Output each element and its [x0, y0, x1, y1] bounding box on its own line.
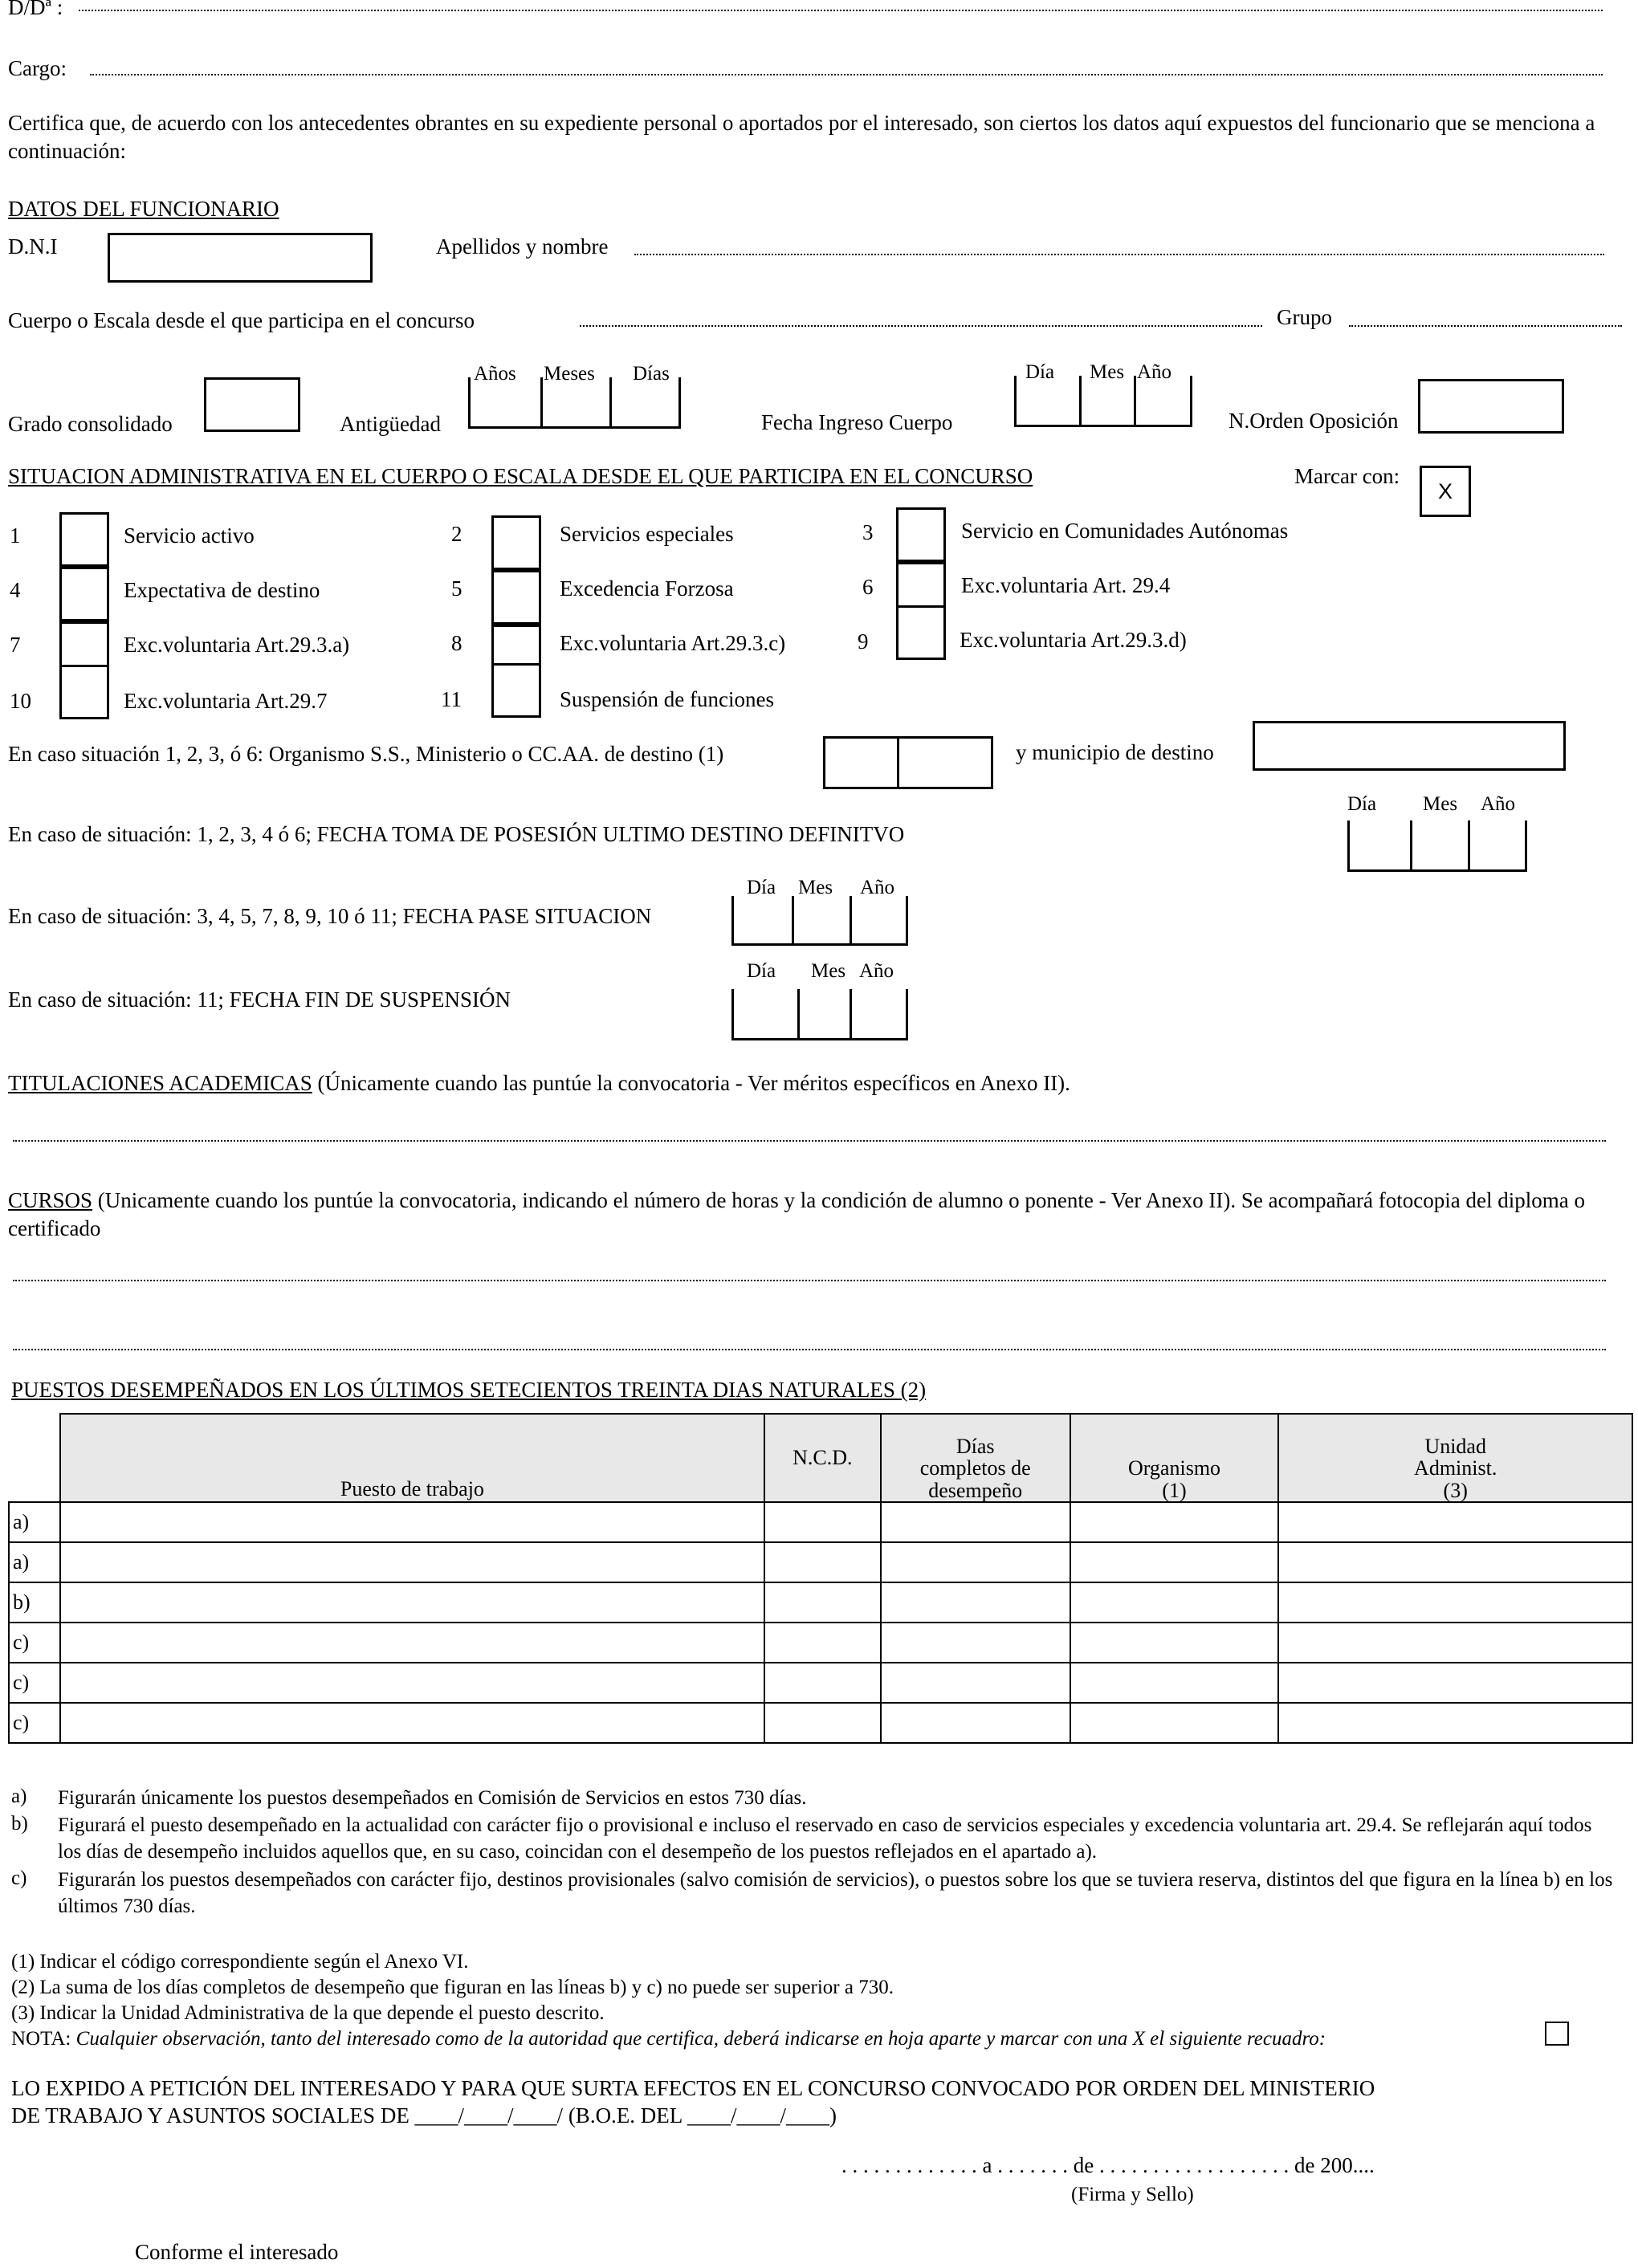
- dni-input[interactable]: [108, 233, 373, 283]
- table-cell[interactable]: [60, 1663, 764, 1703]
- nota-observaciones: [11, 2028, 1326, 2051]
- option-checkbox[interactable]: [491, 515, 541, 570]
- apellidos-label: Apellidos y nombre: [436, 234, 609, 259]
- cargo-field[interactable]: [90, 74, 1603, 75]
- situacion-title: SITUACION ADMINISTRATIVA EN EL CUERPO O ESCALA DESDE EL QUE PARTICIPA EN EL CONCURSO: [8, 464, 1033, 488]
- option-number: 9: [858, 629, 869, 654]
- cargo-label: Cargo:: [8, 56, 67, 80]
- table-cell[interactable]: [1278, 1582, 1632, 1623]
- nota-label: NOTA:: [11, 2028, 71, 2050]
- col-ncd: N.C.D.: [764, 1414, 881, 1502]
- row-letter-header: [9, 1414, 60, 1502]
- table-cell[interactable]: [1070, 1703, 1279, 1743]
- table-cell[interactable]: [1278, 1663, 1632, 1703]
- table-cell[interactable]: [881, 1623, 1070, 1663]
- nota-text: Cualquier observación, tanto del interesado como de la autoridad que certifica, deberá indicarse en hoja aparte y marcar con una X el siguiente recuadro:: [75, 2028, 1326, 2050]
- titulaciones-title: TITULACIONES ACADEMICAS: [8, 1071, 312, 1095]
- caso-pase-label: En caso de situación: 3, 4, 5, 7, 8, 9, 10 ó 11; FECHA PASE SITUACION: [8, 904, 652, 928]
- cursos-note: (Unicamente cuando los puntúe la convocatoria, indicando el número de horas y la condición de alumno o ponente - Ver Anexo II). Se acompañará fotocopia del diploma o certificado: [8, 1188, 1585, 1241]
- table-cell[interactable]: [1070, 1623, 1279, 1663]
- option-label: Exc.voluntaria Art. 29.4: [961, 573, 1171, 597]
- orden-input[interactable]: [1418, 379, 1564, 434]
- option-number: 4: [10, 578, 21, 602]
- fecha-divider: [850, 989, 852, 1040]
- table-cell[interactable]: [1070, 1663, 1279, 1703]
- marcar-example: X: [1420, 466, 1471, 517]
- table-cell[interactable]: [764, 1663, 881, 1703]
- table-cell[interactable]: [881, 1663, 1070, 1703]
- expido-line2: DE TRABAJO Y ASUNTOS SOCIALES DE ____/____/____/ (B.O.E. DEL ____/____/____): [11, 2103, 837, 2128]
- table-row: [9, 1582, 1632, 1623]
- option-label: Servicios especiales: [560, 522, 734, 546]
- cuerpo-label: Cuerpo o Escala desde el que participa en el concurso: [8, 308, 475, 332]
- dd-label: D/Dª :: [8, 0, 63, 19]
- table-cell[interactable]: [60, 1502, 764, 1542]
- dia-label: Día: [1025, 361, 1055, 383]
- antiguedad-label: Antigüedad: [340, 412, 441, 436]
- nota-b-text: Figurará el puesto desempeñado en la actualidad con carácter fijo o provisional e incluso el reservado en caso de servicios especiales y excedencia voluntaria art. 29.4. Se reflejarán aquí todos los días de desempeño incluidos aquellos que, en su caso, coincidan con el desempeño de los puestos reflejados en el apartado a).: [58, 1814, 1592, 1863]
- table-cell[interactable]: [881, 1582, 1070, 1623]
- titulaciones-note: (Únicamente cuando las puntúe la convocatoria - Ver méritos específicos en Anexo II).: [317, 1071, 1070, 1095]
- table-cell[interactable]: [881, 1542, 1070, 1582]
- option-label: Expectativa de destino: [124, 578, 320, 602]
- datos-title: DATOS DEL FUNCIONARIO: [8, 197, 279, 221]
- grado-label: Grado consolidado: [8, 412, 173, 436]
- option-number: 2: [451, 522, 462, 546]
- option-label: Exc.voluntaria Art.29.3.d): [960, 628, 1187, 652]
- cursos-field[interactable]: [13, 1349, 1606, 1350]
- ano-label: Año: [860, 877, 895, 898]
- organismo-divider: [897, 736, 899, 789]
- dia-label: Día: [1347, 793, 1377, 815]
- mes-label: Mes: [798, 877, 833, 898]
- option-label: Exc.voluntaria Art.29.3.c): [560, 631, 786, 655]
- fecha-divider: [1134, 376, 1136, 427]
- option-label: Servicio activo: [124, 523, 255, 548]
- pase-fecha-input[interactable]: [731, 896, 908, 946]
- mes-label: Mes: [1090, 361, 1125, 383]
- fecha-divider: [797, 989, 800, 1040]
- table-cell[interactable]: [60, 1582, 764, 1623]
- table-row: [9, 1542, 1632, 1582]
- option-checkbox[interactable]: [59, 665, 109, 719]
- option-number: 10: [10, 689, 31, 713]
- option-number: 7: [10, 633, 21, 657]
- orden-label: N.Orden Oposición: [1228, 409, 1399, 433]
- table-cell[interactable]: [881, 1703, 1070, 1743]
- option-checkbox[interactable]: [491, 663, 541, 718]
- fecha-divider: [1079, 376, 1082, 427]
- puestos-title: PUESTOS DESEMPEÑADOS EN LOS ÚLTIMOS SETECIENTOS TREINTA DIAS NATURALES (2): [11, 1378, 927, 1402]
- table-cell[interactable]: [60, 1542, 764, 1582]
- apellidos-field[interactable]: [634, 254, 1604, 255]
- option-number: 3: [862, 520, 874, 544]
- table-cell[interactable]: [881, 1502, 1070, 1542]
- cursos-field[interactable]: [13, 1280, 1606, 1281]
- option-checkbox[interactable]: [59, 512, 109, 567]
- option-number: 1: [10, 523, 21, 548]
- table-cell[interactable]: [60, 1623, 764, 1663]
- titulaciones-field[interactable]: [13, 1140, 1606, 1142]
- caso-toma-label: En caso de situación: 1, 2, 3, 4 ó 6; FECHA TOMA DE POSESIÓN ULTIMO DESTINO DEFINITVO: [8, 822, 905, 846]
- firma-label: (Firma y Sello): [1071, 2184, 1194, 2205]
- row-letter: c): [9, 1663, 60, 1703]
- mes-label: Mes: [1423, 793, 1458, 815]
- dias-label: Días: [633, 363, 670, 385]
- row-letter: c): [9, 1623, 60, 1663]
- table-cell[interactable]: [764, 1502, 881, 1542]
- option-label: Servicio en Comunidades Autónomas: [961, 519, 1289, 543]
- fecha-divider: [1410, 820, 1412, 872]
- option-checkbox[interactable]: [896, 605, 946, 660]
- anos-label: Años: [474, 363, 516, 385]
- table-cell[interactable]: [1278, 1502, 1632, 1542]
- option-checkbox[interactable]: [896, 507, 946, 562]
- option-number: 11: [441, 687, 462, 711]
- marcar-label: Marcar con:: [1294, 464, 1400, 488]
- puestos-table: [8, 1413, 1633, 1744]
- col-organismo: Organismo (1): [1070, 1414, 1279, 1502]
- fin-fecha-input[interactable]: [731, 989, 908, 1040]
- option-label: Suspensión de funciones: [560, 687, 774, 711]
- table-cell[interactable]: [1070, 1582, 1279, 1623]
- cursos-block: [8, 1187, 1610, 1243]
- dia-label: Día: [747, 877, 776, 898]
- col-unidad: Unidad Administ. (3): [1278, 1414, 1632, 1502]
- table-row: [9, 1502, 1632, 1542]
- table-row: [9, 1623, 1632, 1663]
- expido-line1: LO EXPIDO A PETICIÓN DEL INTERESADO Y PARA QUE SURTA EFECTOS EN EL CONCURSO CONVOCADO POR ORDEN DEL MINISTERIO: [11, 2076, 1375, 2100]
- toma-fecha-input[interactable]: [1347, 820, 1527, 872]
- mes-label: Mes: [811, 960, 846, 982]
- table-row: [9, 1703, 1632, 1743]
- option-checkbox[interactable]: [491, 570, 541, 625]
- table-cell[interactable]: [1278, 1623, 1632, 1663]
- fecha-divider: [1468, 820, 1470, 872]
- nota-b-letter: b): [11, 1813, 28, 1834]
- option-label: Exc.voluntaria Art.29.3.a): [124, 633, 350, 657]
- ano-label: Año: [1481, 793, 1516, 815]
- organismo-input[interactable]: [823, 736, 993, 789]
- nota-a-text: Figurarán únicamente los puestos desempeñados en Comisión de Servicios en estos 730 días.: [58, 1787, 807, 1809]
- dd-field[interactable]: [79, 10, 1603, 11]
- caso-fin-label: En caso de situación: 11; FECHA FIN DE SUSPENSIÓN: [8, 987, 511, 1012]
- table-row: [9, 1663, 1632, 1703]
- table-cell[interactable]: [60, 1703, 764, 1743]
- dia-label: Día: [747, 960, 776, 982]
- nota-2: (2) La suma de los días completos de desempeño que figuran en las líneas b) y c) no puede ser superior a 730.: [11, 1977, 894, 1998]
- table-cell[interactable]: [764, 1542, 881, 1582]
- dni-label: D.N.I: [8, 234, 58, 259]
- meses-label: Meses: [544, 363, 595, 385]
- row-letter: a): [9, 1542, 60, 1582]
- option-number: 5: [451, 576, 462, 601]
- lugar-fecha[interactable]: . . . . . . . . . . . . . a . . . . . . . de . . . . . . . . . . . . . . . . . . de 200....: [841, 2153, 1375, 2177]
- cursos-title: CURSOS: [8, 1188, 93, 1212]
- nota-1: (1) Indicar el código correspondiente según el Anexo VI.: [11, 1951, 469, 1973]
- grupo-field[interactable]: [1349, 325, 1622, 327]
- option-checkbox[interactable]: [59, 567, 109, 621]
- option-label: Excedencia Forzosa: [560, 576, 734, 601]
- row-letter: c): [9, 1703, 60, 1743]
- option-label: Exc.voluntaria Art.29.7: [124, 689, 328, 713]
- grupo-label: Grupo: [1277, 305, 1332, 329]
- antiguedad-divider: [609, 377, 612, 429]
- table-cell[interactable]: [1070, 1502, 1279, 1542]
- table-cell[interactable]: [1278, 1703, 1632, 1743]
- conforme-label: Conforme el interesado: [135, 2240, 339, 2264]
- municipio-label: y municipio de destino: [1016, 740, 1214, 764]
- table-cell[interactable]: [764, 1582, 881, 1623]
- row-letter: a): [9, 1502, 60, 1542]
- nota-c-text: Figurarán los puestos desempeñados con carácter fijo, destinos provisionales (salvo comisión de servicios), o puestos sobre los que se tuviera reserva, distintos del que figura en la línea b) en los últimos 730 días.: [58, 1869, 1613, 1917]
- table-cell[interactable]: [764, 1703, 881, 1743]
- option-number: 8: [451, 631, 462, 655]
- observaciones-checkbox[interactable]: [1545, 2022, 1569, 2046]
- ano-label: Año: [859, 960, 894, 982]
- row-letter: b): [9, 1582, 60, 1623]
- grado-input[interactable]: [204, 377, 300, 432]
- table-cell[interactable]: [1070, 1542, 1279, 1582]
- certifica-text: Certifica que, de acuerdo con los antecedentes obrantes en su expediente personal o aportados por el interesado, son ciertos los datos aquí expuestos del funcionario que se menciona a continuación:: [8, 111, 1595, 164]
- titulaciones-line: [8, 1071, 1070, 1096]
- nota-a-letter: a): [11, 1785, 27, 1807]
- fecha-divider: [792, 896, 794, 946]
- municipio-input[interactable]: [1253, 721, 1566, 771]
- table-header: [9, 1414, 1632, 1502]
- option-number: 6: [862, 575, 874, 599]
- table-cell[interactable]: [1278, 1542, 1632, 1582]
- fecha-divider: [850, 896, 852, 946]
- ano-label: Año: [1137, 361, 1172, 383]
- table-cell[interactable]: [764, 1623, 881, 1663]
- fecha-ingreso-label: Fecha Ingreso Cuerpo: [761, 410, 953, 434]
- cuerpo-field[interactable]: [580, 325, 1262, 327]
- nota-c-letter: c): [11, 1867, 27, 1889]
- nota-3: (3) Indicar la Unidad Administrativa de la que depende el puesto descrito.: [11, 2002, 605, 2024]
- col-puesto: Puesto de trabajo: [60, 1414, 764, 1502]
- caso-organismo-label: En caso situación 1, 2, 3, ó 6: Organismo S.S., Ministerio o CC.AA. de destino (1): [8, 742, 724, 766]
- col-dias: Días completos de desempeño: [881, 1414, 1070, 1502]
- antiguedad-divider: [540, 377, 543, 429]
